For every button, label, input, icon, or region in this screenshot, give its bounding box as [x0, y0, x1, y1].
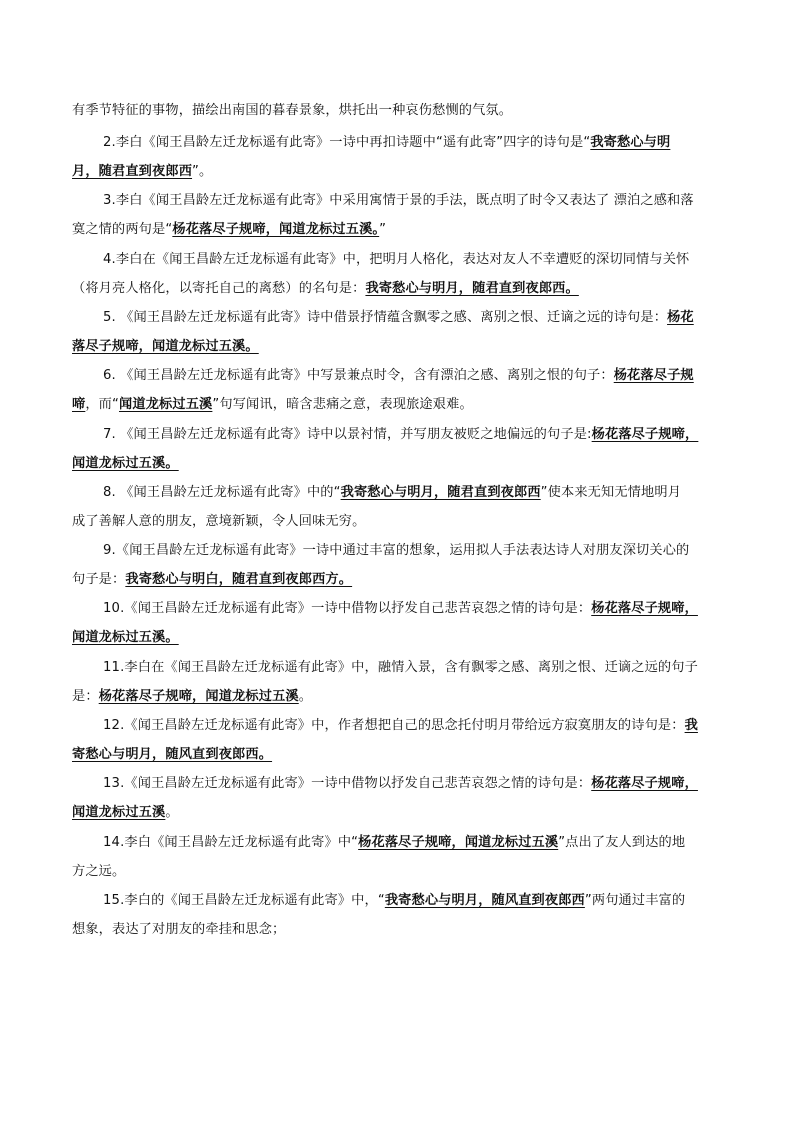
- question-text: ”两句通过丰富的: [584, 893, 686, 908]
- question-continuation-line: [72, 745, 272, 765]
- question-text: 。: [298, 689, 313, 704]
- question-continuation-line: [72, 803, 179, 823]
- question-text: ”。: [192, 164, 213, 179]
- question-line: [103, 891, 685, 911]
- answer-text: 我寄愁心与明: [590, 135, 671, 150]
- intro-line: 有季节特征的事物，描绘出南国的暮春景象，烘托出一种哀伤愁恻的气氛。: [72, 103, 513, 118]
- question-text: 2.李白《闻王昌龄左迁龙标遥有此寄》一诗中再扣诗题中“遥有此寄”四字的诗句是“: [103, 135, 591, 150]
- question-text: 10.《闻王昌龄左迁龙标遥有此寄》一诗中借物以抒发自己悲苦哀怨之情的诗句是：: [103, 601, 592, 616]
- question-text: 9.《闻王昌龄左迁龙标遥有此寄》一诗中通过丰富的想象，运用拟人手法表达诗人对朋友深切关心的: [103, 543, 690, 558]
- question-continuation-line: [72, 862, 125, 882]
- question-text: ”句写闻讯，暗含悲痛之意，表现旅途艰难。: [212, 397, 473, 412]
- answer-text: 落尽子规啼，闻道龙标过五溪。: [72, 339, 259, 354]
- question-line: [103, 425, 698, 445]
- question-text: ，而“: [85, 397, 120, 412]
- question-continuation-line: [72, 395, 473, 415]
- answer-text: 闻道龙标过五溪。: [72, 456, 179, 471]
- question-text: ”: [379, 222, 387, 237]
- answer-text: 杨花落尽子规啼，闻道龙标过五溪: [98, 689, 299, 704]
- answer-text: 闻道龙标过五溪: [119, 397, 213, 412]
- question-line: [103, 658, 698, 678]
- question-text: 寞之情的两句是“: [72, 222, 173, 237]
- answer-text: 杨花落尽子规啼，: [591, 776, 698, 791]
- answer-text: 闻道龙标过五溪: [72, 805, 166, 820]
- answer-text: 杨花: [667, 310, 694, 325]
- question-text: 13.《闻王昌龄左迁龙标遥有此寄》一诗中借物以抒发自己悲苦哀怨之情的诗句是：: [103, 776, 592, 791]
- question-text: 15.李白的《闻王昌龄左迁龙标遥有此寄》中，“: [103, 893, 385, 908]
- question-continuation-line: [72, 920, 285, 940]
- question-text: 7. 《闻王昌龄左迁龙标遥有此寄》诗中以景衬情，并写朋友被贬之地偏远的句子是:: [103, 427, 592, 442]
- question-text: 3.李白《闻王昌龄左迁龙标遥有此寄》中采用寓情于景的手法，既点明了时令又表达了 漂泊之感和落: [103, 193, 694, 208]
- answer-text: 月，随君直到夜郎西: [72, 164, 193, 179]
- question-continuation-line: [72, 628, 179, 648]
- question-text: 方之远。: [72, 864, 126, 879]
- question-text: 。: [165, 805, 179, 820]
- question-text: 8. 《闻王昌龄左迁龙标遥有此寄》中的“: [103, 485, 341, 500]
- question-text: 12.《闻王昌龄左迁龙标遥有此寄》中，作者想把自己的思念托付明月带给远方寂寞朋友的诗句是：: [103, 718, 685, 733]
- answer-text: 寄愁心与明月，随风直到夜郎西。: [72, 747, 273, 762]
- question-continuation-line: [72, 162, 212, 182]
- question-line: [103, 133, 670, 153]
- question-line: [103, 191, 694, 211]
- answer-text: 杨花落尽子规啼，闻道龙标过五溪: [358, 835, 559, 850]
- question-line: [103, 366, 694, 386]
- answer-text: 我寄愁心与明月，随君直到夜郎西。: [365, 281, 579, 296]
- answer-text: 杨花落尽子规啼，: [591, 427, 699, 442]
- question-text: 11.李白在《闻王昌龄左迁龙标遥有此寄》中，融情入景，含有飘零之感、离别之恨、迁谪之远的句子: [103, 660, 698, 675]
- question-text: 14.李白《闻王昌龄左迁龙标遥有此寄》中“: [103, 835, 359, 850]
- question-line: [103, 483, 681, 503]
- question-text: 4.李白在《闻王昌龄左迁龙标遥有此寄》中，把明月人格化，表达对友人不幸遭贬的深切同情与关怀: [103, 252, 690, 267]
- question-text: 成了善解人意的朋友，意境新颖，令人回味无穷。: [72, 514, 366, 529]
- question-continuation-line: [72, 279, 579, 299]
- question-text: 5. 《闻王昌龄左迁龙标遥有此寄》诗中借景抒情蕴含飘零之感、离别之恨、迁谪之远的诗句是：: [103, 310, 668, 325]
- answer-text: 杨花落尽子规啼，闻道龙标过五溪。: [172, 222, 380, 237]
- question-continuation-line: [72, 454, 179, 474]
- answer-text: 我寄愁心与明白，随君直到夜郎西方。: [125, 572, 353, 587]
- question-text: （将月亮人格化，以寄托自己的离愁）的名句是：: [72, 281, 366, 296]
- question-continuation-line: [72, 570, 352, 590]
- question-continuation-line: [72, 220, 386, 240]
- question-line: [103, 774, 698, 794]
- answer-text: 我: [684, 718, 698, 733]
- answer-text: 闻道龙标过五溪。: [72, 630, 179, 645]
- question-line: [103, 541, 689, 561]
- question-text: 6. 《闻王昌龄左迁龙标遥有此寄》中写景兼点时令，含有漂泊之感、离别之恨的句子：: [103, 368, 614, 383]
- answer-text: 我寄愁心与明月，随风直到夜郎西: [384, 893, 585, 908]
- question-continuation-line: [72, 512, 365, 532]
- answer-text: 杨花落尽子规: [613, 368, 694, 383]
- question-line: [103, 599, 698, 619]
- question-text: 是：: [72, 689, 99, 704]
- question-line: [103, 833, 685, 853]
- answer-text: 啼: [72, 397, 86, 412]
- question-continuation-line: [72, 337, 259, 357]
- question-line: [103, 716, 698, 736]
- question-text: ”使本来无知无情地明月: [540, 485, 682, 500]
- answer-text: 我寄愁心与明月，随君直到夜郎西: [340, 485, 541, 500]
- question-line: [103, 308, 694, 328]
- question-line: [103, 250, 689, 270]
- question-continuation-line: [72, 687, 312, 707]
- answer-text: 杨花落尽子规啼，: [591, 601, 698, 616]
- question-text: ”点出了友人到达的地: [558, 835, 686, 850]
- question-text: 句子是：: [72, 572, 126, 587]
- question-text: 想象，表达了对朋友的牵挂和思念；: [72, 922, 286, 937]
